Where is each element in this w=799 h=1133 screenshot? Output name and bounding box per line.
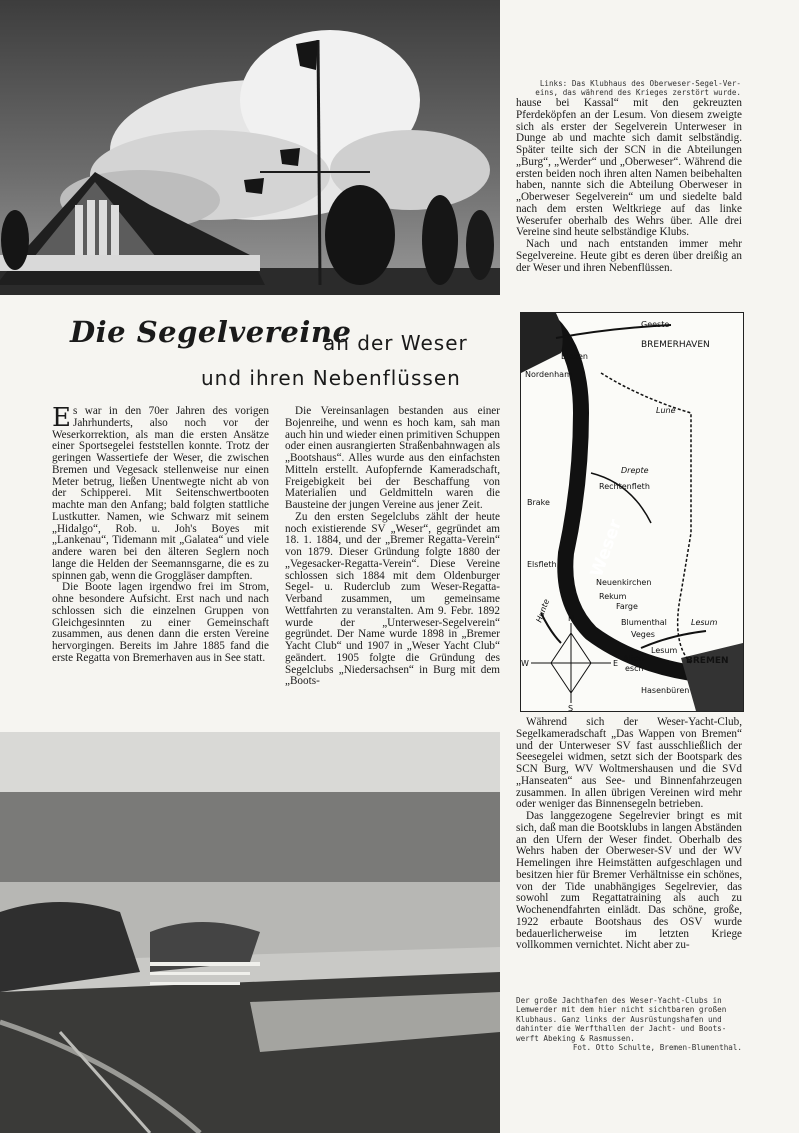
paragraph: Während sich der Weser-Yacht-Club, Segelkameradschaft „Das Wappen von Bremen“ und der Unterweser SV fast ausschließlich der Seesegelei widmen, setzt sich der Bootspark des SCN Burg, WV Woltmershausen und die SVd „Hanseaten“ aus See- und Binnenfahrzeugen zusammen. In allen übrigen Vereinen wird mehr oder weniger das Binnensegeln betrieben. xyxy=(516,716,742,811)
map-label: Veges xyxy=(631,630,655,639)
compass-label: W xyxy=(521,659,529,668)
map-label: esch xyxy=(625,664,644,673)
top-photo-caption xyxy=(516,79,741,98)
paragraph xyxy=(52,403,269,582)
clubhouse-photo-illustration xyxy=(0,0,500,295)
caption-line: Lemwerder mit dem hier nicht sichtbaren großen xyxy=(516,1005,727,1015)
clubhouse-photo xyxy=(0,0,500,295)
paragraph: Nach und nach entstanden immer mehr Segelvereine. Heute gibt es deren über dreißig an der Weser und ihren Nebenflüssen. xyxy=(516,238,742,274)
map-label: Farge xyxy=(616,602,638,611)
map-label: Elsfleth xyxy=(527,560,557,569)
article-title-line2: und ihren Nebenflüssen xyxy=(201,366,461,390)
text-column-3-top xyxy=(516,98,742,274)
map-label: Neuenkirchen xyxy=(596,578,652,587)
paragraph: Zu den ersten Segelclubs zählt der heute noch existierende SV „Weser“, gegründet am 18. 1. 1884, und der „Bremer Regatta-Verein“ von 1879. Dieser Gründung folgte 1880 der „Vegesacker-Regatta-Verein“. Diese Vereine schlossen sich 1884 mit dem Oldenburger Segel- u. Ruderclub zum Weser-Regatta-Verband zusammen, um gemeinsame Wettfahrten zu veranstalten. Am 9. Febr. 1892 wurde der „Unterweser-Segelverein“ gegründet. Der Name wurde 1898 in „Bremer Yacht Club“ und 1907 in „Weser Yacht Club“ geändert. 1905 folgte die Gründung des Segelclubs „Niedersachsen“ in Burg mit dem „Boots- xyxy=(285,510,500,688)
caption-line: Der große Jachthafen des Weser-Yacht-Clubs in xyxy=(516,996,722,1005)
harbor-photo-illustration xyxy=(0,732,500,1133)
text-column-3-bottom xyxy=(516,717,742,952)
map-label: Lesum xyxy=(691,618,718,627)
article-title-script: Die Segelvereine xyxy=(70,315,352,349)
map-label: Hunte xyxy=(534,597,552,624)
compass-label: E xyxy=(613,659,619,668)
map-label: Blexen xyxy=(561,352,588,361)
caption-line: eins, das während des Krieges zerstört wurde. xyxy=(535,88,741,98)
text-column-2 xyxy=(285,406,500,688)
map-label: Blumenthal xyxy=(621,618,667,627)
map-label: BREMEN xyxy=(686,656,729,666)
caption-line: werft Abeking & Rasmussen. xyxy=(516,1033,635,1043)
map-label: Lesum xyxy=(651,646,678,655)
compass-label: N xyxy=(568,614,574,623)
map-label: Alten- xyxy=(623,654,647,663)
article-title-line1: an der Weser xyxy=(323,331,468,355)
map-label: Brake xyxy=(527,498,550,507)
paragraph: hause bei Kassal“ mit den gekreuzten Pferdeköpfen an der Lesum. Von diesem zweigte sich als erster der Segelverein Unterweser in Dunge ab und machte sich damit selbständig. Später teilte sich der SCN in die Abteilungen „Burg“, „Werder“ und „Oberweser“. Während die ersten beiden noch ihren alten Namen beibehalten haben, nannte sich die Abteilung Oberweser in „Oberweser Segelverein“ um und siedelte bald nach dem ersten Weltkriege auf das linke Weserufer oberhalb des Wehrs über. Alle drei Vereine sind heute selbständige Klubs. xyxy=(516,97,742,239)
map-label: Nordenham xyxy=(525,370,572,379)
caption-line: Klubhaus. Ganz links der Ausrüstungshafen und xyxy=(516,1014,722,1024)
weser-map-drawing xyxy=(521,313,743,711)
caption-line: Links: Das Klubhaus des Oberweser-Segel-Ver- xyxy=(539,79,741,88)
harbor-photo xyxy=(0,732,500,1133)
text-column-1 xyxy=(52,403,269,665)
map-label: Drepte xyxy=(621,466,649,475)
caption-line: dahinter die Werfthallen der Jacht- und Boots- xyxy=(516,1024,727,1034)
map-label: Geeste xyxy=(641,320,670,329)
map-label: Hasenbüren xyxy=(641,686,690,695)
paragraph: Die Vereinsanlagen bestanden aus einer Bojenreihe, und wenn es hoch kam, sah man auch hin und wieder einen primitiven Schuppen oder einen ausrangierten Straßenbahnwagen als „Bootshaus“. Alles wurde aus den einfachsten Mitteln erstellt. Aufopfernde Kameradschaft, Freigebigkeit bei der Beschaffung von Materialien und Geldmitteln waren die Bausteine der jungen Vereine aus jener Zeit. xyxy=(285,405,500,511)
map-label: Rechtenfleth xyxy=(599,482,650,491)
map-label: Lune xyxy=(656,406,676,415)
paragraph: Die Boote lagen irgendwo frei im Strom, ohne besondere Aufsicht. Erst nach und nach schlossen sich die einzelnen Gruppen von Gleichgesinnten zu einer Gemeinschaft zusammen, aus denen dann die ersten Vereine hervorgingen. Bereits im Jahre 1885 fand die erste Regatta von Bremerhaven aus in See statt. xyxy=(52,581,269,664)
map-label: Weser xyxy=(586,516,627,580)
paragraph-text: s war in den 70er Jahren des vorigen Jahrhunderts, also noch vor der Weserkorrektion, als man die ersten Ansätze einer Sportsegelei feststellen konnte. Trotz der geringen Wassertiefe der Weser, die zwischen Bremen und Vegesack stellenweise nur einen Meter betrug, ließen Unentwegte nicht ab von der Schipperei. Mit Seitenschwertbooten machte man den Anfang; bald folgten stattliche Lustkutter. Namen, wie Schwarz mit seinem „Hidalgo“, Rob. u. Joh's Boyes mit „Lankenau“, Tidemann mit „Galatea“ und viele andere waren bei den älteren Seglern noch lange die Helden der Seemannsgarne, die es zu spinnen gab, wenn die Groggläser dampften. xyxy=(52,405,269,582)
bottom-photo-caption xyxy=(516,996,742,1052)
paragraph: Das langgezogene Segelrevier bringt es mit sich, daß man die Bootsklubs in langen Abständen an den Ufern der Weser findet. Oberhalb des Wehrs haben der Oberweser-SV und der WV Hemelingen ihre Heimstätten aufgeschlagen und besitzen hier für Bremer Verhältnisse ein schönes, von der Tide unabhängiges Segelrevier, das sowohl zum Regattatraining als auch zu Wochenendfahrten einlädt. Das schöne, große, 1922 erbaute Bootshaus des OSV wurde bedauerlicherweise im letzten Kriege vollkommen vernichtet. Nicht aber zu- xyxy=(516,810,742,952)
photo-credit: Fot. Otto Schulte, Bremen-Blumenthal. xyxy=(572,1043,742,1053)
map-label: BREMERHAVEN xyxy=(641,340,710,350)
weser-map xyxy=(520,312,744,712)
compass-label: S xyxy=(568,704,574,711)
drop-cap: E xyxy=(52,403,71,433)
map-label: Rekum xyxy=(599,592,627,601)
